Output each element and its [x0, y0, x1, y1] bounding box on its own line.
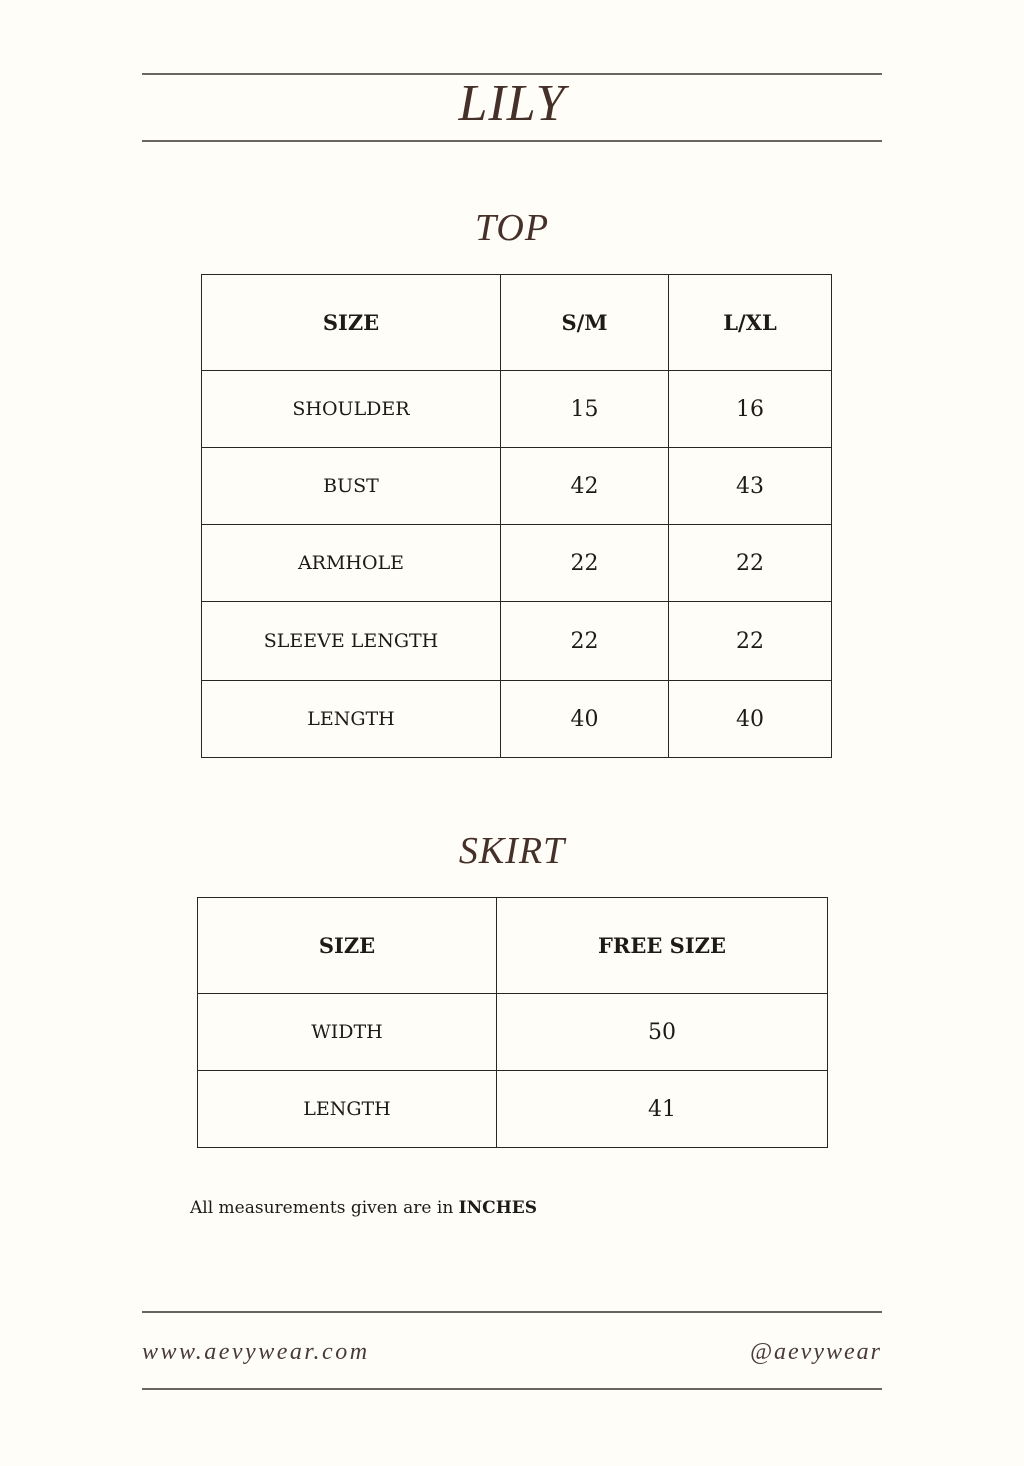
- note-unit: INCHES: [458, 1198, 537, 1218]
- cell-value: 41: [497, 1071, 828, 1148]
- page-title: LILY: [458, 75, 566, 132]
- column-header: L/XL: [669, 275, 832, 371]
- cell-value: 43: [669, 448, 832, 525]
- column-header: SIZE: [198, 898, 497, 994]
- row-label: SLEEVE LENGTH: [202, 602, 501, 681]
- cell-value: 22: [669, 602, 832, 681]
- row-label: SHOULDER: [202, 371, 501, 448]
- cell-value: 22: [501, 525, 669, 602]
- table-header-row: [198, 898, 828, 994]
- top-rule-lower: [142, 140, 882, 142]
- cell-value: 22: [669, 525, 832, 602]
- social-handle[interactable]: @aevywear: [749, 1339, 882, 1365]
- note-text: All measurements given are in: [190, 1198, 459, 1218]
- measurement-note: [190, 1196, 537, 1220]
- table-row: [202, 681, 832, 758]
- column-header: S/M: [501, 275, 669, 371]
- skirt-section-heading: SKIRT: [458, 830, 566, 872]
- cell-value: 22: [501, 602, 669, 681]
- row-label: LENGTH: [202, 681, 501, 758]
- row-label: BUST: [202, 448, 501, 525]
- footer-rule-upper: [142, 1311, 882, 1313]
- column-header: FREE SIZE: [497, 898, 828, 994]
- cell-value: 16: [669, 371, 832, 448]
- row-label: LENGTH: [198, 1071, 497, 1148]
- table-row: [198, 994, 828, 1071]
- cell-value: 15: [501, 371, 669, 448]
- table-row: [202, 371, 832, 448]
- row-label: WIDTH: [198, 994, 497, 1071]
- cell-value: 42: [501, 448, 669, 525]
- website-link[interactable]: www.aevywear.com: [142, 1339, 370, 1365]
- top-section-heading: TOP: [474, 207, 550, 249]
- top-size-table: [201, 274, 832, 758]
- footer-rule-lower: [142, 1388, 882, 1390]
- table-row: [202, 525, 832, 602]
- cell-value: 50: [497, 994, 828, 1071]
- skirt-size-table: [197, 897, 828, 1148]
- table-row: [198, 1071, 828, 1148]
- table-row: [202, 448, 832, 525]
- cell-value: 40: [669, 681, 832, 758]
- table-row: [202, 602, 832, 681]
- column-header: SIZE: [202, 275, 501, 371]
- row-label: ARMHOLE: [202, 525, 501, 602]
- table-header-row: [202, 275, 832, 371]
- cell-value: 40: [501, 681, 669, 758]
